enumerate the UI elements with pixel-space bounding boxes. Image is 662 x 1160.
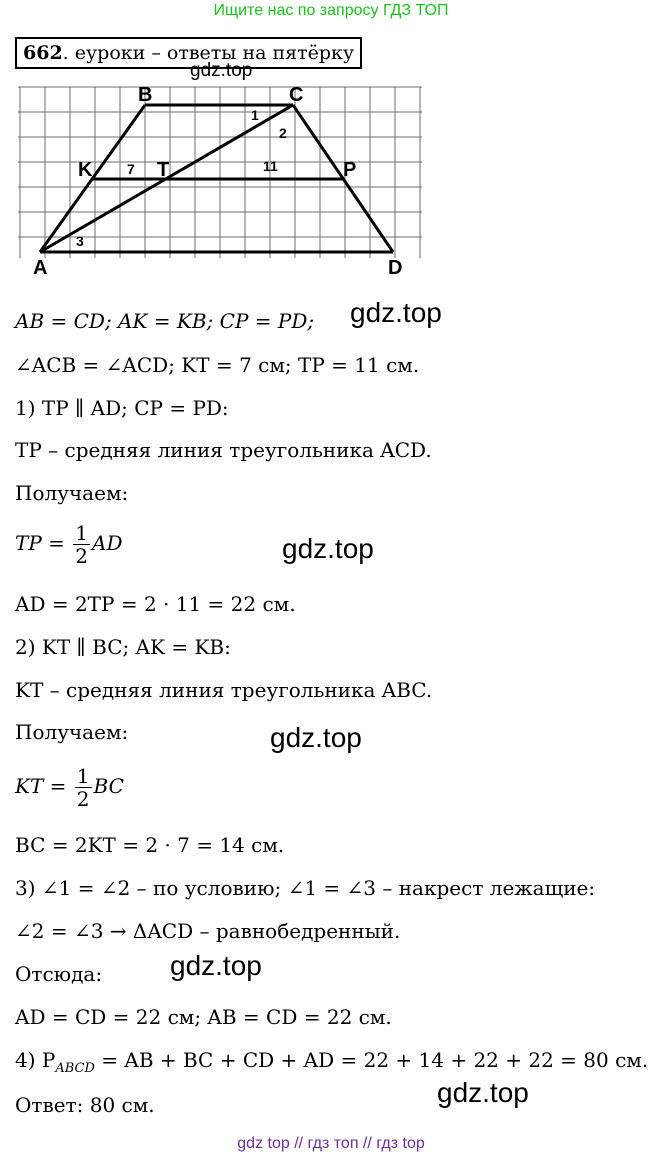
- step3-hence-label: Отсюда:: [15, 962, 103, 986]
- trapezoid-lines: [40, 105, 393, 252]
- footer-links[interactable]: gdz top // гдз топ // гдз top: [237, 1135, 425, 1152]
- point-label-c: C: [289, 84, 304, 106]
- top-banner[interactable]: Ищите нас по запросу ГДЗ ТОП: [213, 2, 449, 19]
- fraction: [73, 522, 90, 567]
- point-label-d: D: [388, 257, 403, 279]
- formula-lhs: TP =: [15, 531, 65, 555]
- segment-label-kt: 7: [127, 161, 135, 177]
- watermark: gdz.top: [170, 950, 262, 981]
- answer-line: Ответ: 80 см.: [15, 1093, 155, 1117]
- problem-number: 662: [23, 42, 63, 64]
- step3-result: AD = CD = 22 см; AB = CD = 22 см.: [15, 1005, 392, 1029]
- step3-angles: 3) ∠1 = ∠2 – по условию; ∠1 = ∠3 – накрест лежащие:: [15, 876, 596, 900]
- watermark: gdz.top: [282, 533, 374, 564]
- watermark: gdz.top: [190, 60, 253, 81]
- angle-label-3: 3: [76, 233, 84, 249]
- step2-obtain-label: Получаем:: [15, 720, 129, 744]
- step1-result: AD = 2TP = 2 · 11 = 22 см.: [15, 592, 296, 616]
- point-label-k: K: [78, 159, 93, 181]
- step1-condition: 1) TP ∥ AD; CP = PD:: [15, 396, 229, 420]
- given-line-2: ∠ACB = ∠ACD; KT = 7 см; TP = 11 см.: [15, 353, 420, 377]
- angle-label-2: 2: [279, 125, 287, 141]
- point-label-t: T: [157, 159, 170, 181]
- fraction: [75, 765, 92, 810]
- trapezoid-figure: [0, 80, 430, 280]
- step1-statement: TP – средняя линия треугольника ACD.: [15, 438, 432, 462]
- watermark: gdz.top: [437, 1077, 529, 1108]
- problem-title: . еуроки – ответы на пятёрку: [62, 42, 355, 64]
- step3-conclusion: ∠2 = ∠3 → ΔACD – равнобедренный.: [15, 919, 401, 943]
- formula-rhs: AD: [92, 531, 123, 555]
- watermark: gdz.top: [270, 722, 362, 753]
- step2-result: BC = 2KT = 2 · 7 = 14 см.: [15, 833, 285, 857]
- fraction-denominator: 2: [75, 544, 89, 568]
- perimeter-prefix: 4) P: [15, 1048, 56, 1072]
- fraction-numerator: 1: [75, 521, 89, 545]
- formula-lhs: KT =: [15, 774, 67, 798]
- step2-formula: [15, 765, 124, 810]
- point-label-a: A: [33, 257, 48, 279]
- formula-rhs: BC: [93, 774, 124, 798]
- given-line-1: AB = CD; AK = KB; CP = PD;: [15, 309, 315, 333]
- fraction-numerator: 1: [76, 764, 90, 788]
- segment-label-tp: 11: [263, 158, 278, 174]
- step4-perimeter: [15, 1047, 648, 1082]
- problem-header: [15, 37, 362, 69]
- step2-condition: 2) KT ∥ BC; AK = KB:: [15, 635, 231, 659]
- point-label-b: B: [138, 84, 153, 106]
- perimeter-expression: = AB + BC + CD + AD = 22 + 14 + 22 + 22 = 80 см.: [94, 1048, 649, 1072]
- step1-formula: [15, 522, 123, 567]
- angle-label-1: 1: [251, 107, 259, 123]
- watermark: gdz.top: [350, 297, 442, 328]
- step2-statement: KT – средняя линия треугольника ABC.: [15, 678, 433, 702]
- fraction-denominator: 2: [76, 787, 90, 811]
- step1-obtain-label: Получаем:: [15, 481, 129, 505]
- perimeter-subscript: ABCD: [55, 1061, 95, 1076]
- point-label-p: P: [343, 159, 357, 181]
